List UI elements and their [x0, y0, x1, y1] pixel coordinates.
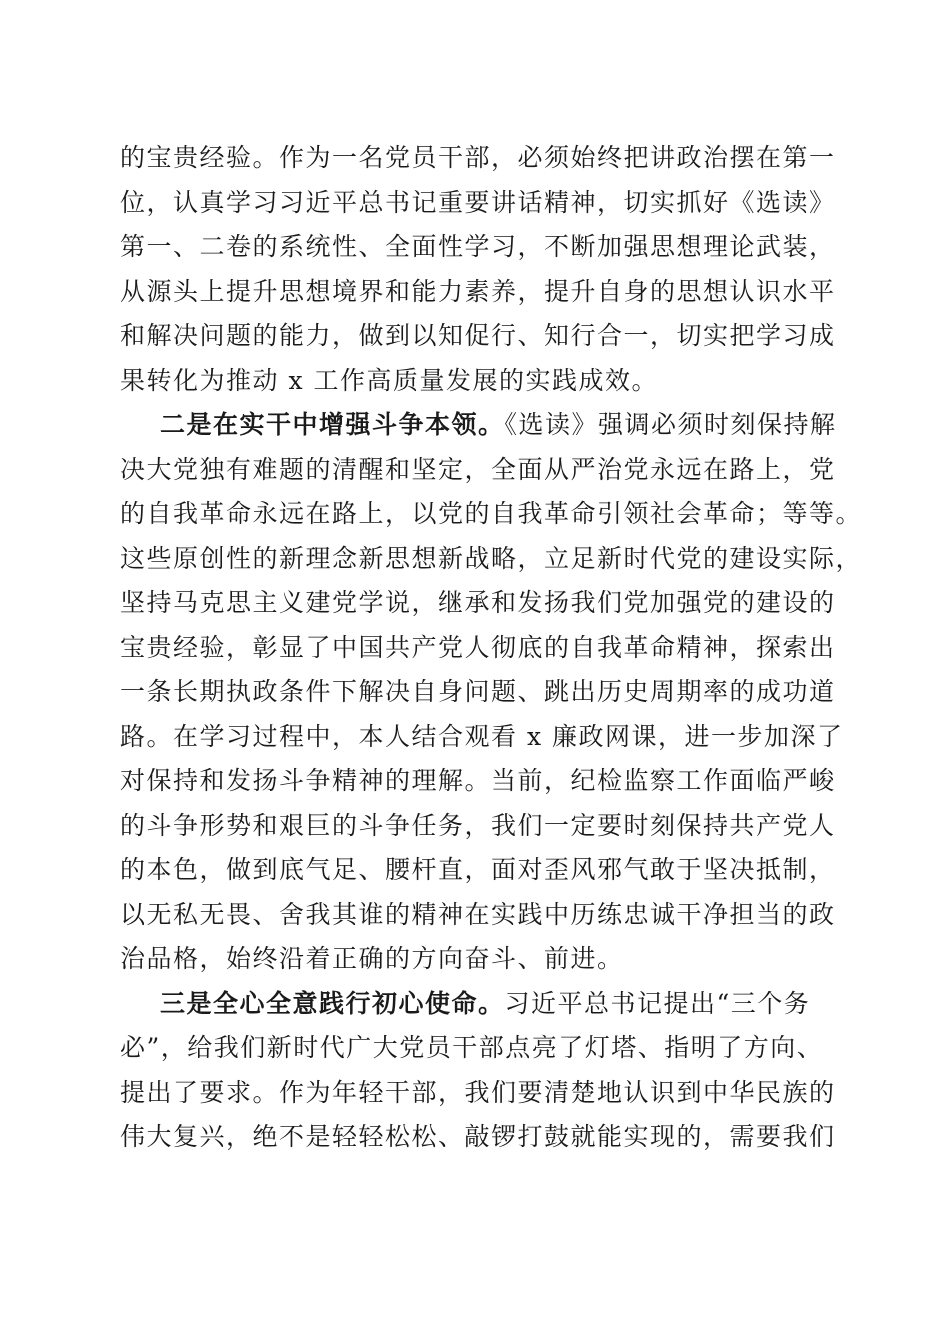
text-line: 第一、二卷的系统性、全面性学习，不断加强思想理论武装，	[120, 232, 836, 261]
text-line: 以无私无畏、舍我其谁的精神在实践中历练忠诚干净担当的政	[120, 899, 836, 929]
text-line: 必”，给我们新时代广大党员干部点亮了灯塔、指明了方向、	[120, 1033, 824, 1062]
text-line: 的宝贵经验。作为一名党员干部，必须始终把讲政治摆在第一	[120, 143, 836, 172]
paragraph-2	[120, 403, 863, 982]
text-line: 这些原创性的新理念新思想新战略，立足新时代党的建设实际，	[120, 543, 863, 573]
document-body	[120, 136, 863, 1160]
text-line: 伟大复兴，绝不是轻轻松松、敲锣打鼓就能实现的，需要我们	[120, 1122, 836, 1151]
text-line: 的斗争形势和艰巨的斗争任务，我们一定要时刻保持共产党人	[120, 810, 836, 840]
text-line: 提出了要求。作为年轻干部，我们要清楚地认识到中华民族的	[120, 1077, 836, 1107]
paragraph-first-line	[120, 403, 840, 448]
text-line: 宝贵经验，彰显了中国共产党人彻底的自我革命精神，探索出	[120, 632, 836, 662]
text-line: 一条长期执政条件下解决自身问题、跳出历史周期率的成功道	[120, 677, 836, 706]
paragraph-first-line	[120, 982, 840, 1027]
text-line: 路。在学习过程中，本人结合观看 x 廉政网课，进一步加深了	[120, 721, 844, 751]
text-line: 的自我革命永远在路上，以党的自我革命引领社会革命；等等。	[120, 499, 863, 528]
paragraph-3	[120, 982, 840, 1160]
text-line: 坚持马克思主义建党学说，继承和发扬我们党加强党的建设的	[120, 588, 836, 617]
section-heading: 二是在实干中增强斗争本领。	[160, 410, 505, 439]
text-line: 和解决问题的能力，做到以知促行、知行合一，切实把学习成	[120, 321, 836, 350]
paragraph-1	[120, 136, 840, 403]
text-run: 《选读》强调必须时刻保持解	[504, 410, 837, 439]
text-line: 位，认真学习习近平总书记重要讲话精神，切实抓好《选读》	[120, 187, 836, 217]
text-line: 对保持和发扬斗争精神的理解。当前，纪检监察工作面临严峻	[120, 766, 836, 795]
text-line: 决大党独有难题的清醒和坚定，全面从严治党永远在路上，党	[120, 454, 836, 484]
text-line: 治品格，始终沿着正确的方向奋斗、前进。	[120, 944, 624, 973]
text-run: 习近平总书记提出“三个务	[504, 988, 811, 1018]
section-heading: 三是全心全意践行初心使命。	[160, 988, 505, 1018]
text-line: 的本色，做到底气足、腰杆直，面对歪风邪气敢于坚决抵制，	[120, 855, 836, 884]
text-line: 从源头上提升思想境界和能力素养，提升自身的思想认识水平	[120, 276, 836, 306]
text-line: 果转化为推动 x 工作高质量发展的实践成效。	[120, 365, 658, 395]
